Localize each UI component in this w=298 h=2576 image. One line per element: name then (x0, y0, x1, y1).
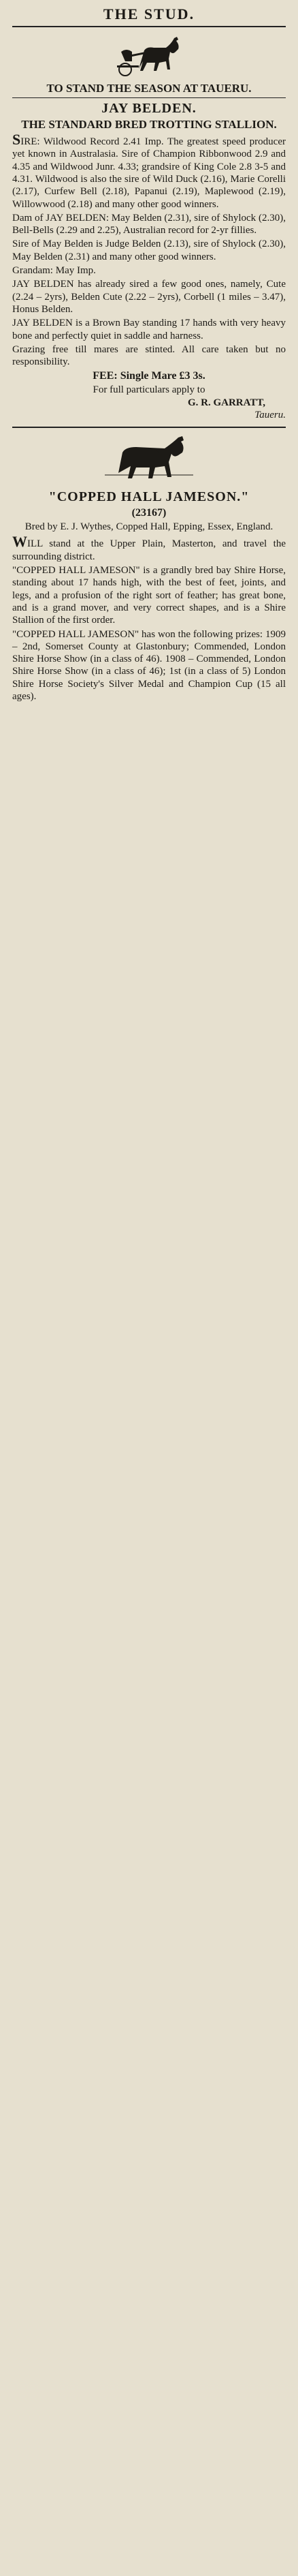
ad1-paragraph (12, 132, 286, 211)
ad2-dropcap: W (12, 533, 27, 551)
divider (12, 97, 286, 98)
ad1-subtitle: THE STANDARD BRED TROTTING STALLION. (21, 117, 277, 131)
ad1-agent: G. R. GARRATT, (187, 397, 265, 409)
ad1-particulars: For full particulars apply to (93, 384, 205, 396)
ad1-horse-name: JAY BELDEN. (101, 100, 197, 116)
ad2-reg-no: (23167) (131, 507, 167, 519)
divider (12, 427, 286, 428)
ad2-paragraph (12, 534, 286, 563)
ad1-paragraph-text: IRE: Wildwood Record 2.41 Imp. The greatest speed producer yet known in Australasia. Sire of Champion Ribbonwood 2.9 and 4.35 and Wildwood Junr. 4.33; grandsire of King Cole 2.8 3-5 and 4.31. Wildwood is also the sire of Wild Duck (2.16), Marie Corelli (2.17), Curfew Bell (2.18), Papanui (2.19), Maplewood (2.19), Willowwood (2.18) and many other good winners. (12, 136, 286, 210)
ad1-place: Taueru. (254, 410, 286, 421)
divider (12, 26, 286, 27)
ad2-paragraph: "COPPED HALL JAMESON" has won the following prizes: 1909 – 2nd, Somerset County at Glastonbury; Commended, London Shire Horse Show (in a class of 46). 1908 – Commended, London Shire Horse Show (in a class of 46); 1st (in a class of 5) London Shire Horse Society's Silver Medal and Champion Cup (15 all ages). (12, 628, 286, 702)
ad1-paragraph: Grandam: May Imp. (12, 265, 96, 277)
ad1-paragraph: Sire of May Belden is Judge Belden (2.13), sire of Shylock (2.30), May Belden (2.31) and many other good winners. (12, 239, 286, 262)
masthead: THE STUD. (103, 5, 195, 22)
ad2-horse-name: "COPPED HALL JAMESON." (48, 489, 250, 505)
trotting-horse-illustration (12, 31, 286, 79)
draught-horse-icon (98, 432, 200, 487)
ad1-paragraph: Grazing free till mares are stinted. All care taken but no responsibility. (12, 343, 286, 368)
horse-icon (112, 31, 186, 79)
ad2-bred: Bred by E. J. Wythes, Copped Hall, Epping, Essex, England. (24, 521, 274, 533)
ad1-dropcap: S (12, 131, 21, 149)
draught-horse-illustration (12, 432, 286, 487)
ad2-paragraph: "COPPED HALL JAMESON" is a grandly bred bay Shire Horse, standing about 17 hands high, with the best of feet, joints, and legs, and a profusion of the right sort of feather; has great bone, and is a grand mover, and very correct shapes, and is a Shire Stallion of the first order. (12, 565, 286, 626)
ad1-paragraph: JAY BELDEN is a Brown Bay standing 17 hands with very heavy bone and perfectly quiet in saddle and harness. (12, 318, 286, 341)
ad1-paragraph: JAY BELDEN has already sired a few good ones, namely, Cute (2.24 – 2yrs), Belden Cute (2.22 – 2yrs), Corbell (1 miles – 3.47), Honus Belden. (12, 279, 286, 315)
illegible-lower-region (0, 1213, 298, 2576)
ad2-paragraph-text: ILL stand at the Upper Plain, Masterton, and travel the surrounding district. (12, 538, 286, 562)
ad1-fee: FEE: Single Mare £3 3s. (93, 370, 205, 382)
ad1-intro: TO STAND THE SEASON AT TAUERU. (46, 82, 252, 95)
ad1-paragraph: Dam of JAY BELDEN: May Belden (2.31), sire of Shylock (2.30), Bell-Bells (2.29 and 2.25), Australian record for 2-yr fillies. (12, 212, 286, 236)
